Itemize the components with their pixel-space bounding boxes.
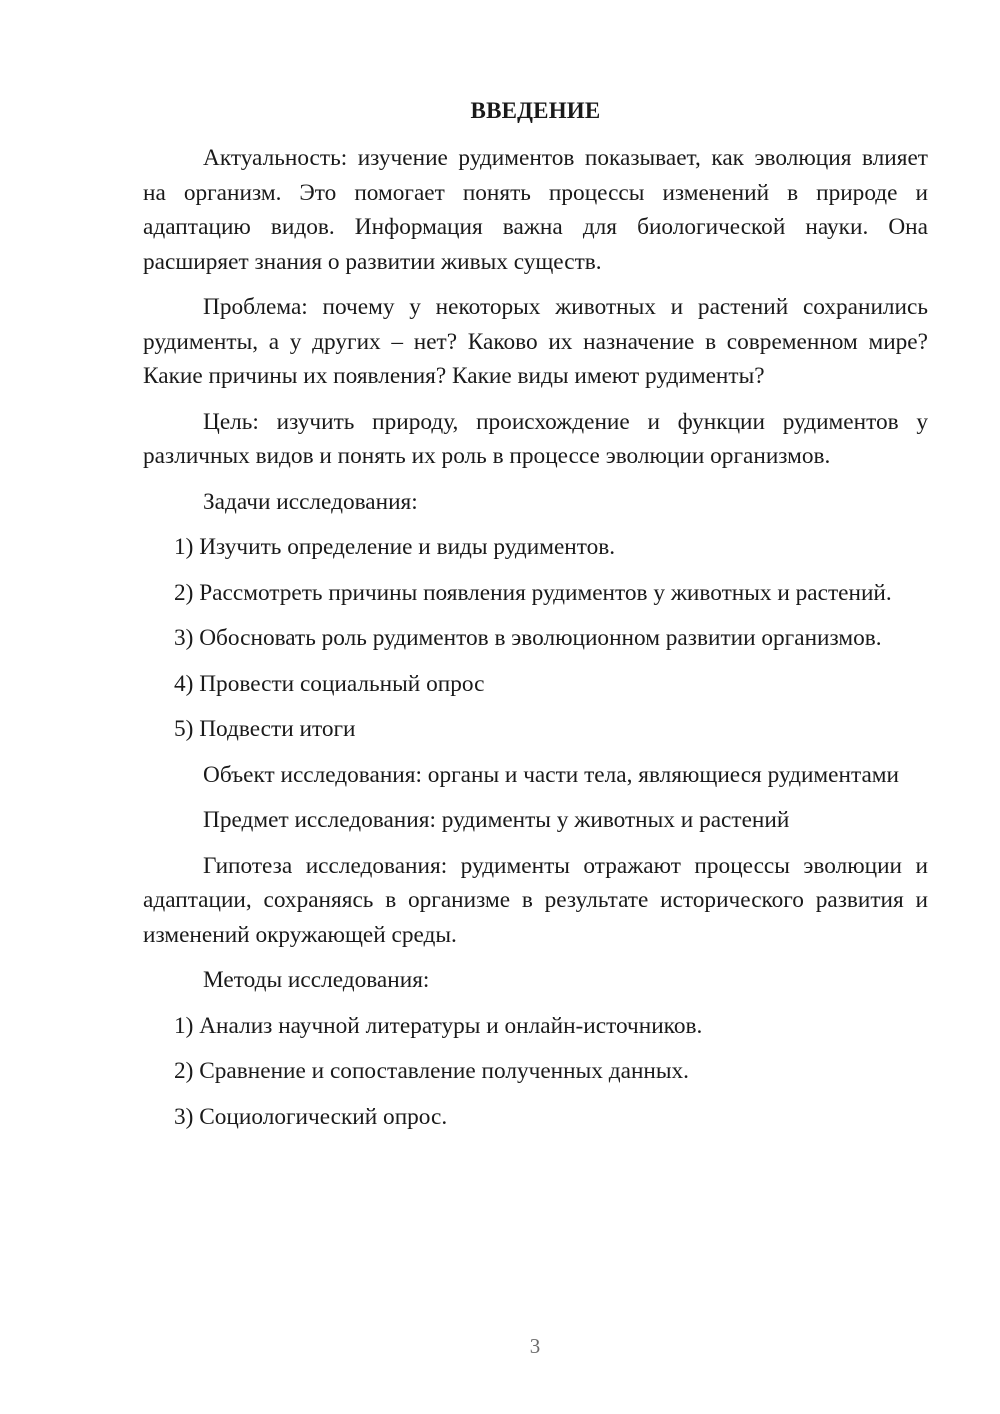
method-item-3: 3) Социологический опрос. [174, 1103, 448, 1130]
paragraph-hypothesis: Гипотеза исследования: рудименты отражают процессы эволюции и адаптации, сохраняясь в организме в результате исторического развития и изменений окружающей среды. [143, 852, 928, 948]
task-item-3: 3) Обосновать роль рудиментов в эволюционном развитии организмов. [174, 625, 882, 651]
method-item-1: 1) Анализ научной литературы и онлайн-источников. [174, 1012, 703, 1039]
paragraph-object: Объект исследования: органы и части тела, являющиеся рудиментами [203, 761, 899, 788]
task-item-1: 1) Изучить определение и виды рудиментов. [174, 534, 616, 560]
paragraph-relevance: Актуальность: изучение рудиментов показывает, как эволюция влияет на организм. Это помогает понять процессы изменений в природе и адаптацию видов. Информация важна для биологической науки. Она расширяет знания о развитии живых существ. [143, 145, 928, 275]
page-title: ВВЕДЕНИЕ [470, 98, 601, 123]
paragraph-goal: Цель: изучить природу, происхождение и функции рудиментов у различных видов и понять их роль в процессе эволюции организмов. [143, 408, 928, 469]
paragraph-problem: Проблема: почему у некоторых животных и растений сохранились рудименты, а у других – нет? Каково их назначение в современном мире? Какие причины их появления? Какие виды имеют рудименты? [143, 294, 928, 389]
task-item-5: 5) Подвести итоги [174, 716, 356, 742]
task-item-4: 4) Провести социальный опрос [174, 670, 485, 697]
methods-heading: Методы исследования: [203, 967, 430, 993]
paragraph-subject: Предмет исследования: рудименты у животных и растений [203, 807, 790, 833]
page-content [143, 94, 928, 1145]
task-item-2: 2) Рассмотреть причины появления рудиментов у животных и растений. [174, 579, 892, 606]
page-number: 3 [529, 1334, 541, 1358]
tasks-heading: Задачи исследования: [203, 488, 418, 515]
method-item-2: 2) Сравнение и сопоставление полученных данных. [174, 1058, 689, 1084]
